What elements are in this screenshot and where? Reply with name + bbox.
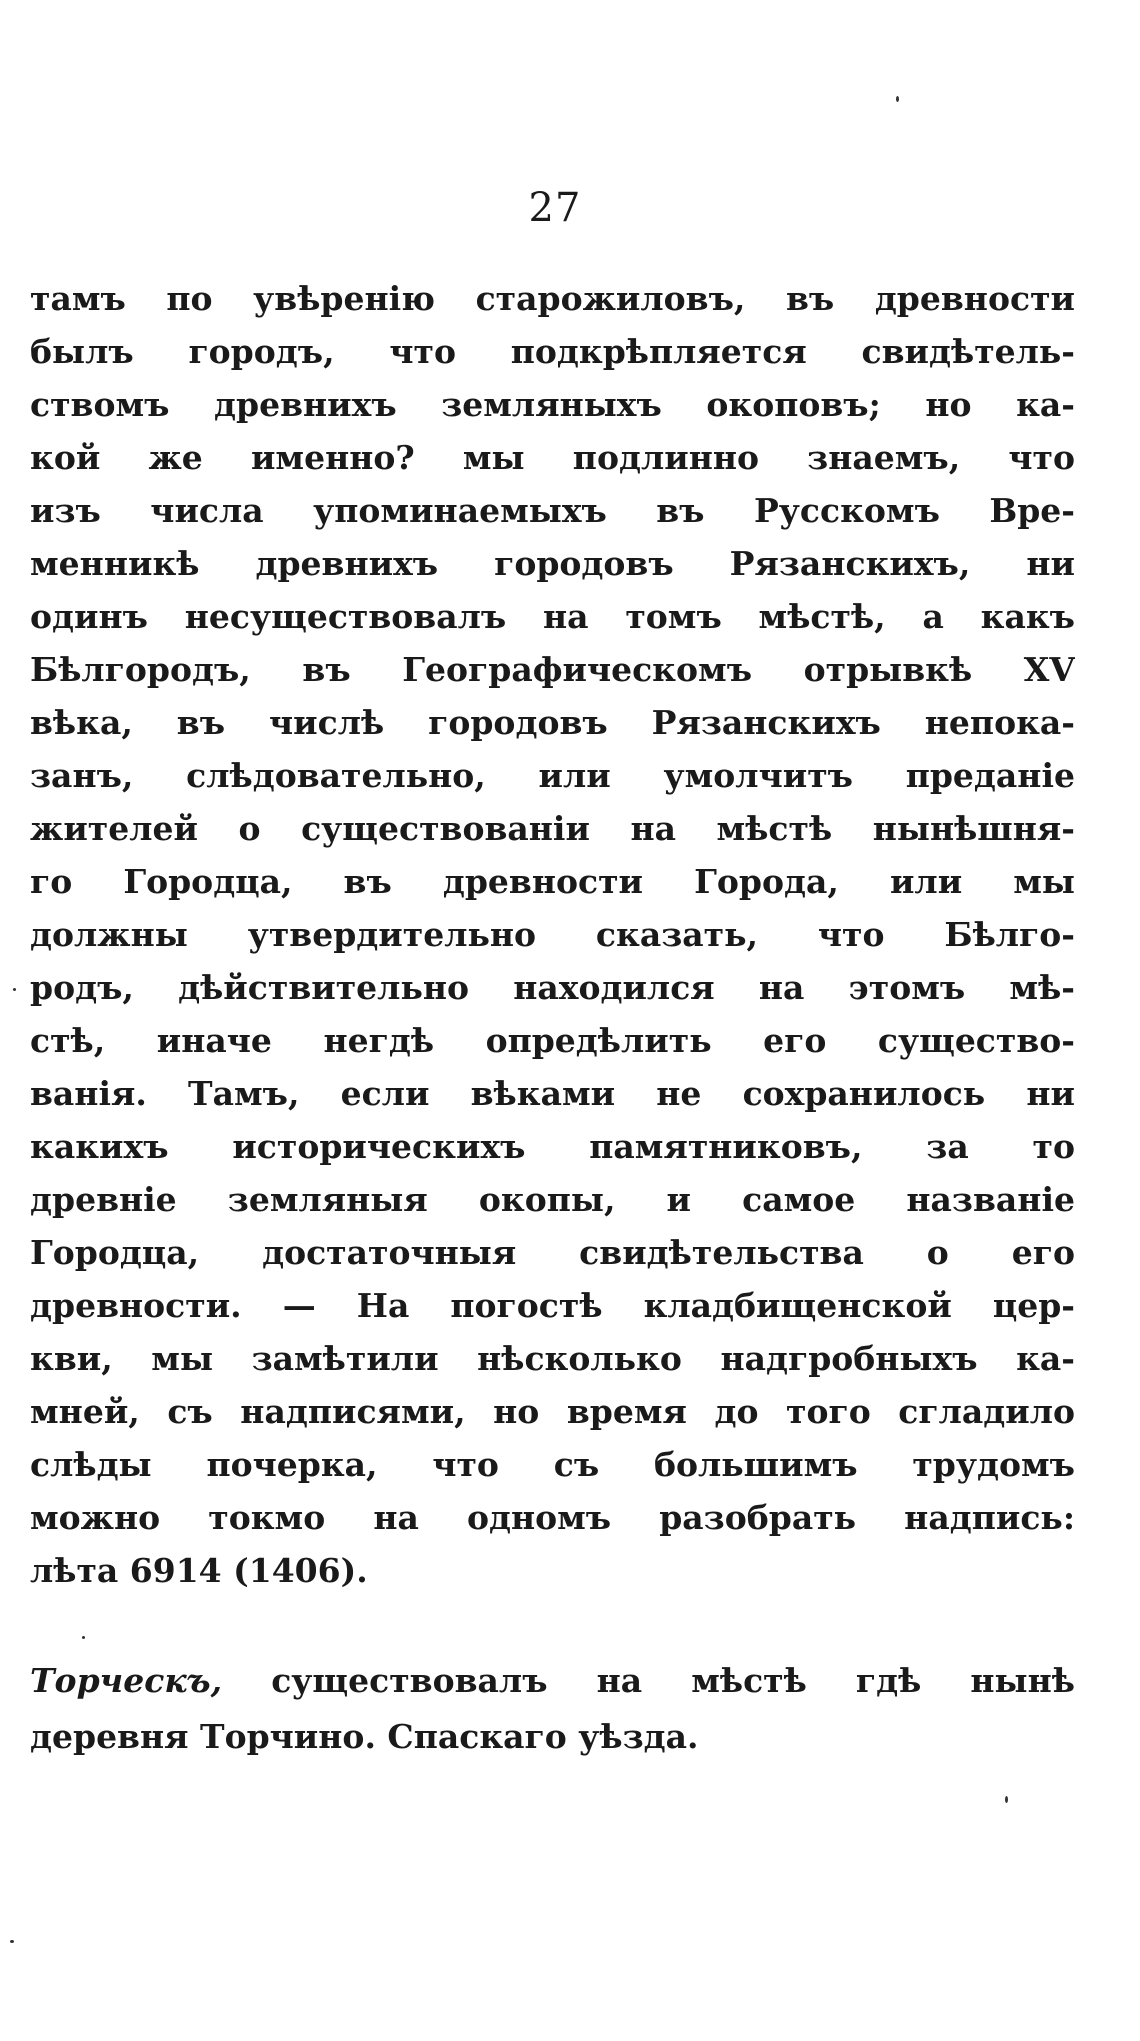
text-line: стѣ, иначе негдѣ опредѣлить его существо-: [30, 1021, 1075, 1060]
text-line: ванія. Тамъ, если вѣками не сохранилось ни: [30, 1074, 1075, 1113]
text-line: го Городца, въ древности Города, или мы: [30, 862, 1075, 901]
print-speck: [1005, 1796, 1008, 1803]
text-line-last: лѣта 6914 (1406).: [30, 1551, 368, 1590]
page-number: 27: [528, 185, 582, 231]
text-line: вѣка, въ числѣ городовъ Рязанскихъ непока-: [30, 703, 1075, 742]
place-name-term: Торческъ,: [30, 1661, 223, 1700]
text-line: родъ, дѣйствительно находился на этомъ мѣ-: [30, 968, 1075, 1007]
text-line: можно токмо на одномъ разобрать надпись:: [30, 1498, 1075, 1537]
text-line: кви, мы замѣтили нѣсколько надгробныхъ ка-: [30, 1339, 1075, 1378]
print-speck: [82, 1636, 85, 1639]
text-line: занъ, слѣдовательно, или умолчитъ преданіе: [30, 756, 1075, 795]
text-line: Бѣлгородъ, въ Географическомъ отрывкѣ XV: [30, 650, 1075, 689]
text-line: одинъ несуществовалъ на томъ мѣстѣ, а какъ: [30, 597, 1075, 636]
text-line-last: деревня Торчино. Спаскаго уѣзда.: [30, 1717, 699, 1756]
text-line: должны утвердительно сказать, что Бѣлго-: [30, 915, 1075, 954]
print-speck: [896, 96, 899, 102]
text-line: менникѣ древнихъ городовъ Рязанскихъ, ни: [30, 544, 1075, 583]
text-line: былъ городъ, что подкрѣпляется свидѣтель-: [30, 332, 1075, 371]
text-line: [30, 1653, 1075, 1709]
text-line: ствомъ древнихъ земляныхъ окоповъ; но ка-: [30, 385, 1075, 424]
text-line: изъ числа упоминаемыхъ въ Русскомъ Вре-: [30, 491, 1075, 530]
text-line: древніе земляныя окопы, и самое названіе: [30, 1180, 1075, 1219]
text-line: мней, съ надписями, но время до того сгладило: [30, 1392, 1075, 1431]
text-segment: существовалъ на мѣстѣ гдѣ нынѣ: [271, 1661, 1075, 1700]
text-line: слѣды почерка, что съ большимъ трудомъ: [30, 1445, 1075, 1484]
text-line: кой же именно? мы подлинно знаемъ, что: [30, 438, 1075, 477]
text-line: Городца, достаточныя свидѣтельства о его: [30, 1233, 1075, 1272]
paragraph-main: [30, 272, 1075, 1597]
text-line: древности. — На погостѣ кладбищенской цер-: [30, 1286, 1075, 1325]
text-line: жителей о существованіи на мѣстѣ нынѣшня-: [30, 809, 1075, 848]
print-speck: [13, 988, 16, 991]
text-line: тамъ по увѣренію старожиловъ, въ древности: [30, 279, 1075, 318]
text-line: какихъ историческихъ памятниковъ, за то: [30, 1127, 1075, 1166]
paragraph-torchesk: [30, 1653, 1075, 1765]
print-speck: [10, 1940, 14, 1943]
